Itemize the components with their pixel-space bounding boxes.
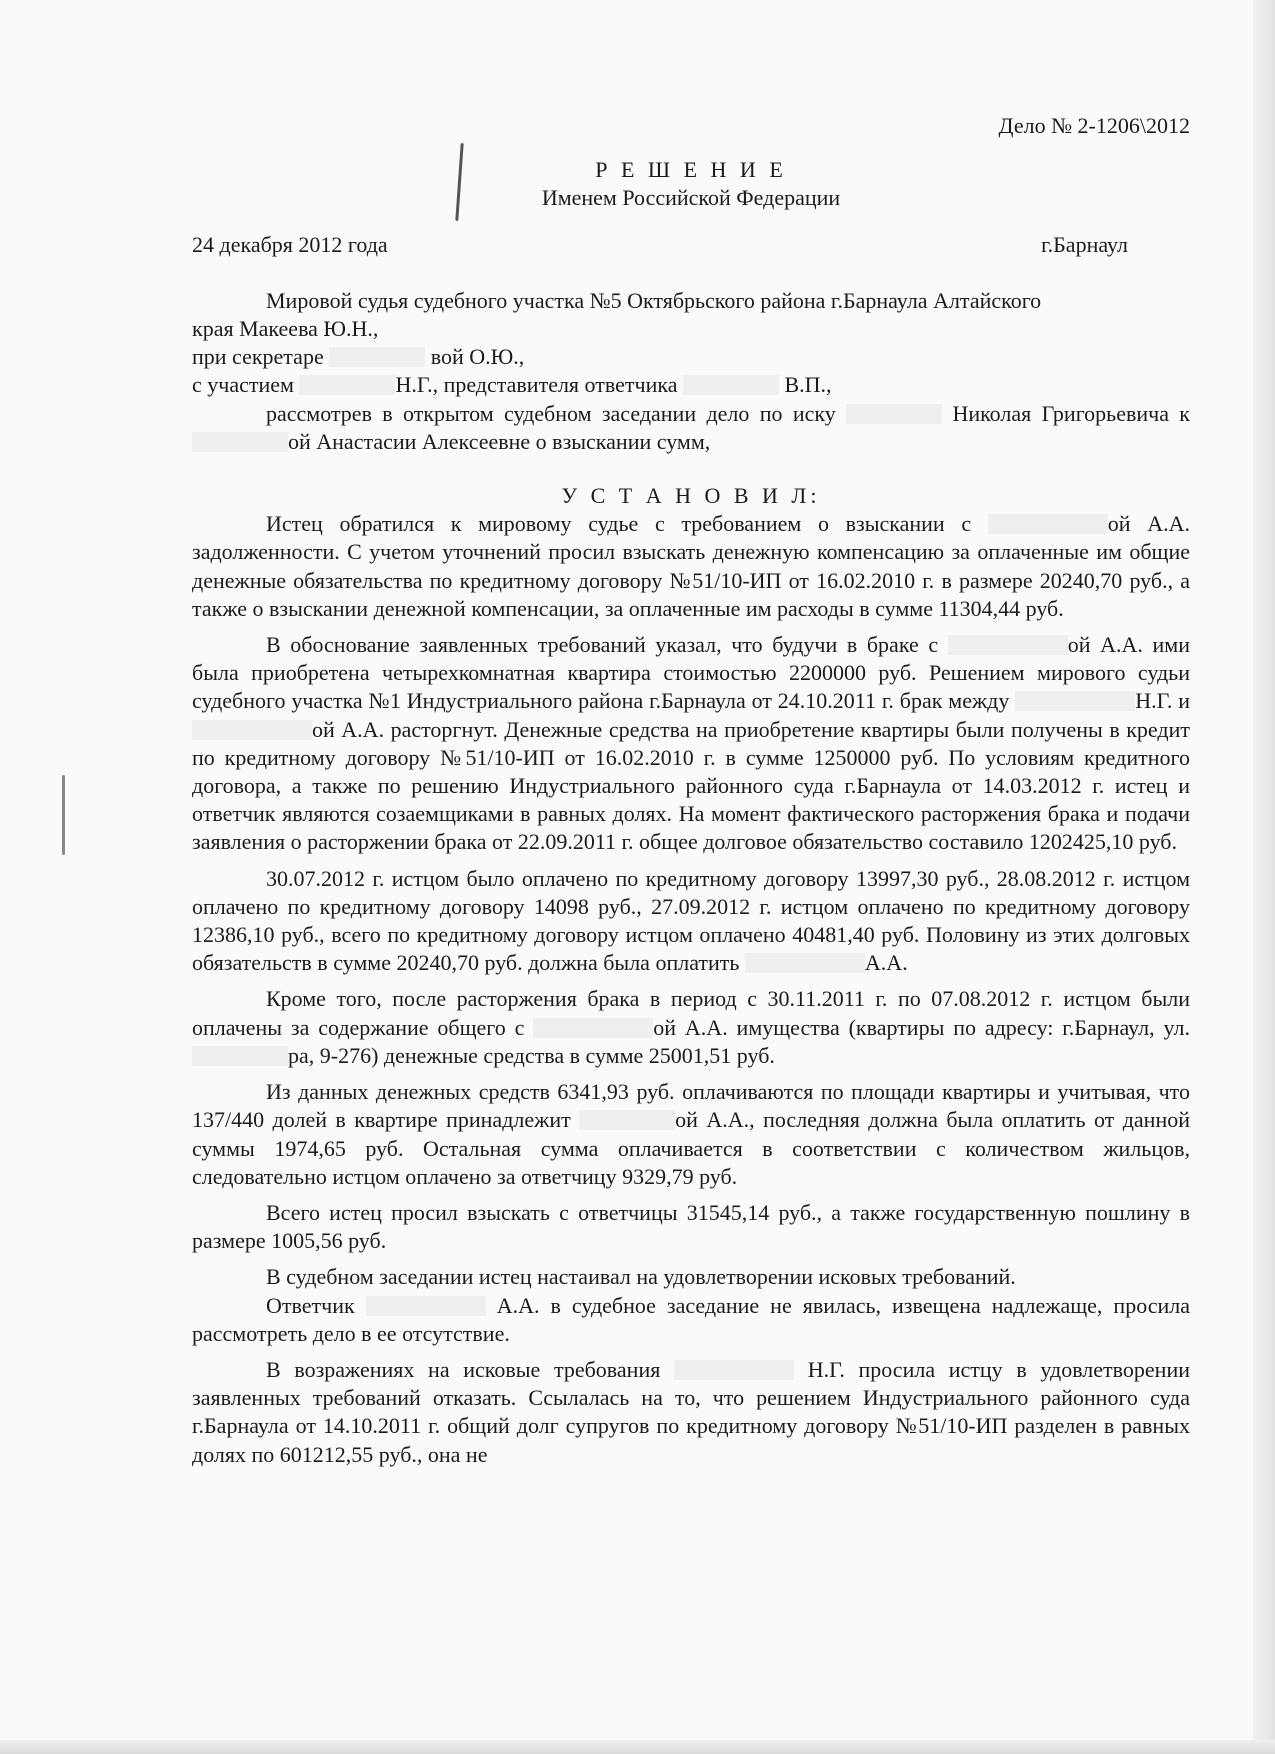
paragraph-3: 30.07.2012 г. истцом было оплачено по кредитному договору 13997,30 руб., 28.08.2012 г. истцом оплачено по кредитному договору 14098 руб., 27.09.2012 г. истцом оплачено по кредитному договору 12386,10 руб., всего по кредитному договору истцом оплачено 40481,40 руб. Половину из этих долговых обязательств в сумме 20240,70 руб. должна была оплатить А.А. <box>192 865 1190 976</box>
redaction <box>674 1360 794 1380</box>
date-city-row <box>192 231 1190 259</box>
document-subtitle: Именем Российской Федерации <box>541 185 841 211</box>
established-heading: У С Т А Н О В И Л: <box>561 483 821 509</box>
secretary-line: при секретаре вой О.Ю., <box>192 344 525 370</box>
document-body <box>192 112 1190 1469</box>
redaction <box>1015 691 1135 711</box>
paragraph-8: Ответчик А.А. в судебное заседание не явилась, извещена надлежаще, просила рассмотреть дело в ее отсутствие. <box>192 1292 1191 1346</box>
redaction <box>192 432 288 452</box>
paragraph-4: Кроме того, после расторжения брака в период с 30.11.2011 г. по 07.08.2012 г. истцом были оплачены за содержание общего с ой А.А. имущества (квартиры по адресу: г.Барнаул, ул. ра, 9-276) денежные средства в сумме 25001,51 руб. <box>192 986 1191 1068</box>
redaction <box>329 347 425 367</box>
paragraph-2: В обоснование заявленных требований указал, что будучи в браке с ой А.А. ими была приобретена четырехкомнатная квартира стоимостью 2200000 руб. Решением мирового судьи судебного участка №1 Индустриального района г.Барнаула от 24.10.2011 г. брак между Н.Г. и ой А.А. расторгнут. Денежные средства на приобретение квартиры были получены в кредит по кредитному договору №51/10-ИП от 16.02.2010 г. в сумме 1250000 руб. По условиям кредитного договора, а также по решению Индустриального районного суда г.Барнаула от 14.03.2012 г. истец и ответчик являются созаемщиками в равных долях. На момент фактического расторжения брака и подачи заявления о расторжении брака от 22.09.2011 г. общее долговое обязательство составило 1202425,10 руб. <box>192 632 1191 855</box>
redaction <box>683 375 779 395</box>
margin-mark <box>62 775 65 855</box>
redaction <box>192 1046 288 1066</box>
paragraph-9: В возражениях на исковые требования Н.Г. просила истцу в удовлетворении заявленных требований отказать. Ссылалась на то, что решением Индустриального районного суда г.Барнаула от 14.10.2011 г. общий долг супругов по кредитному договору №51/10-ИП разделен в равных долях по 601212,55 руб., она не <box>192 1356 1190 1467</box>
paragraph-6: Всего истец просил взыскать с ответчицы 31545,14 руб., а также государственную пошлину в размере 1005,56 руб. <box>192 1199 1190 1254</box>
redaction <box>579 1110 675 1130</box>
redaction <box>948 635 1068 655</box>
redaction <box>299 375 395 395</box>
page-edge-bottom <box>0 1740 1275 1754</box>
redaction <box>988 514 1108 534</box>
redaction <box>192 720 312 740</box>
paragraph-5: Из данных денежных средств 6341,93 руб. оплачиваются по площади квартиры и учитывая, что 137/440 долей в квартире принадлежит ой А.А., последняя должна была оплатить от данной суммы 1974,65 руб. Остальная сумма оплачивается в соответствии с количеством жильцов, следовательно истцом оплачено за ответчицу 9329,79 руб. <box>192 1079 1190 1189</box>
paragraph-7: В судебном заседании истец настаивал на удовлетворении исковых требований. <box>266 1264 1016 1290</box>
redaction <box>846 404 942 424</box>
decision-city: г.Барнаул <box>1041 231 1128 257</box>
decision-date: 24 декабря 2012 года <box>192 231 388 257</box>
redaction <box>366 1296 486 1316</box>
considered-line: рассмотрев в открытом судебном заседании дело по иску Николая Григорьевича к ой Анастасии Алексеевне о взыскании сумм, <box>192 400 1190 456</box>
case-number: Дело № 2-1206\2012 <box>998 113 1190 138</box>
redaction <box>533 1018 653 1038</box>
page-edge-right <box>1253 0 1275 1754</box>
document-title: Р Е Ш Е Н И Е <box>595 157 787 183</box>
judge-line: Мировой судья судебного участка №5 Октябрьского района г.Барнаула Алтайского <box>266 287 1042 313</box>
paragraph-1: Истец обратился к мировому судье с требованием о взыскании с ой А.А. задолженности. С учетом уточнений просил взыскать денежную компенсацию за оплаченные им общие денежные обязательства по кредитному договору №51/10-ИП от 16.02.2010 г. в размере 20240,70 руб., а также о взыскании денежной компенсации, за оплаченные им расходы в сумме 11304,44 руб. <box>192 511 1191 621</box>
judge-line-cont: края Макеева Ю.Н., <box>192 316 379 342</box>
participation-line: с участием Н.Г., представителя ответчика В.П., <box>192 372 832 398</box>
redaction <box>745 953 865 973</box>
